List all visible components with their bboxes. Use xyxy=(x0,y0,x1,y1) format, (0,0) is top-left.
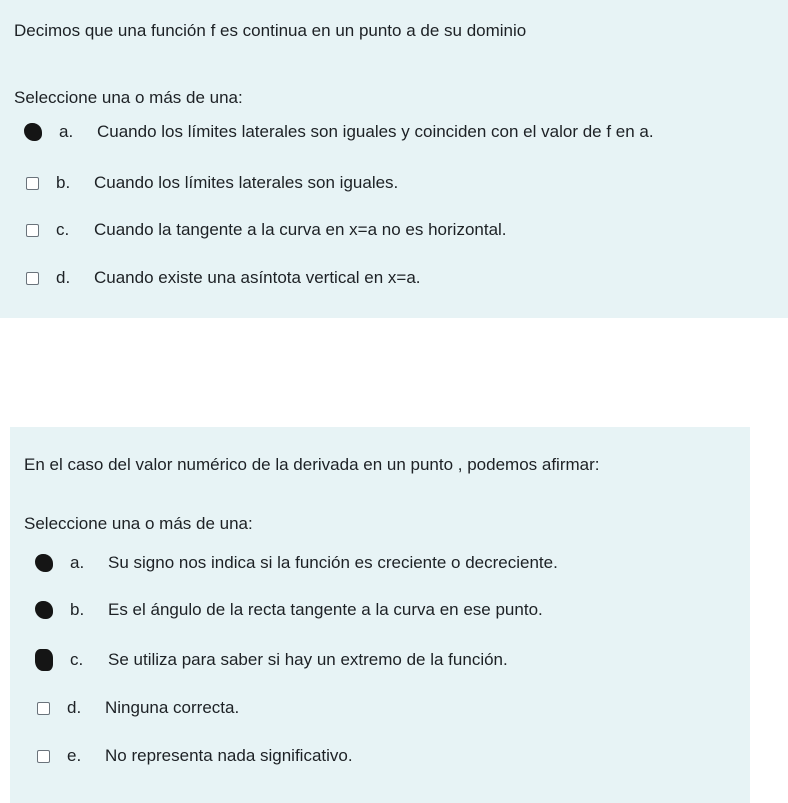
question-1-text: Decimos que una función f es continua en un punto a de su dominio xyxy=(14,21,527,40)
checkbox-d[interactable] xyxy=(26,272,39,285)
option-label: Cuando los límites laterales son iguales. xyxy=(94,173,399,192)
question-1-option-b[interactable] xyxy=(26,170,398,196)
option-label: Cuando existe una asíntota vertical en x=a. xyxy=(94,268,421,287)
question-1-option-d[interactable] xyxy=(26,265,421,291)
option-letter: c. xyxy=(70,650,84,669)
option-label: Se utiliza para saber si hay un extremo de la función. xyxy=(108,650,508,669)
question-2-option-d[interactable] xyxy=(37,695,239,721)
option-letter: a. xyxy=(59,122,74,141)
question-2-panel xyxy=(10,427,750,803)
question-2-text: En el caso del valor numérico de la derivada en un punto , podemos afirmar: xyxy=(24,455,600,474)
option-label: Cuando la tangente a la curva en x=a no es horizontal. xyxy=(94,220,507,239)
option-label: No representa nada significativo. xyxy=(105,746,353,765)
question-2-option-a[interactable] xyxy=(37,550,558,576)
question-1-prompt: Seleccione una o más de una: xyxy=(14,88,243,107)
checkbox-d[interactable] xyxy=(37,702,50,715)
checkbox-scribbled-a[interactable] xyxy=(35,554,53,572)
option-label: Ninguna correcta. xyxy=(105,698,240,717)
option-letter: d. xyxy=(67,698,82,717)
option-label: Cuando los límites laterales son iguales y coinciden con el valor de f en a. xyxy=(97,122,654,141)
question-1-option-c[interactable] xyxy=(26,217,507,243)
option-letter: a. xyxy=(70,553,85,572)
checkbox-scribbled-b[interactable] xyxy=(35,601,53,619)
option-label: Es el ángulo de la recta tangente a la curva en ese punto. xyxy=(108,600,543,619)
option-letter: d. xyxy=(56,268,71,287)
option-letter: e. xyxy=(67,746,82,765)
question-2-option-c[interactable] xyxy=(37,647,508,673)
checkbox-scribbled-a[interactable] xyxy=(24,123,42,141)
question-2-prompt: Seleccione una o más de una: xyxy=(24,514,253,533)
checkbox-e[interactable] xyxy=(37,750,50,763)
option-label: Su signo nos indica si la función es creciente o decreciente. xyxy=(108,553,558,572)
option-letter: c. xyxy=(56,220,70,239)
option-letter: b. xyxy=(56,173,71,192)
checkbox-c[interactable] xyxy=(26,224,39,237)
checkbox-scribbled-c[interactable] xyxy=(35,649,53,671)
question-1-panel xyxy=(0,0,788,318)
question-1-option-a[interactable] xyxy=(26,119,654,145)
checkbox-b[interactable] xyxy=(26,177,39,190)
question-2-option-e[interactable] xyxy=(37,743,353,769)
question-2-option-b[interactable] xyxy=(37,597,543,623)
option-letter: b. xyxy=(70,600,85,619)
